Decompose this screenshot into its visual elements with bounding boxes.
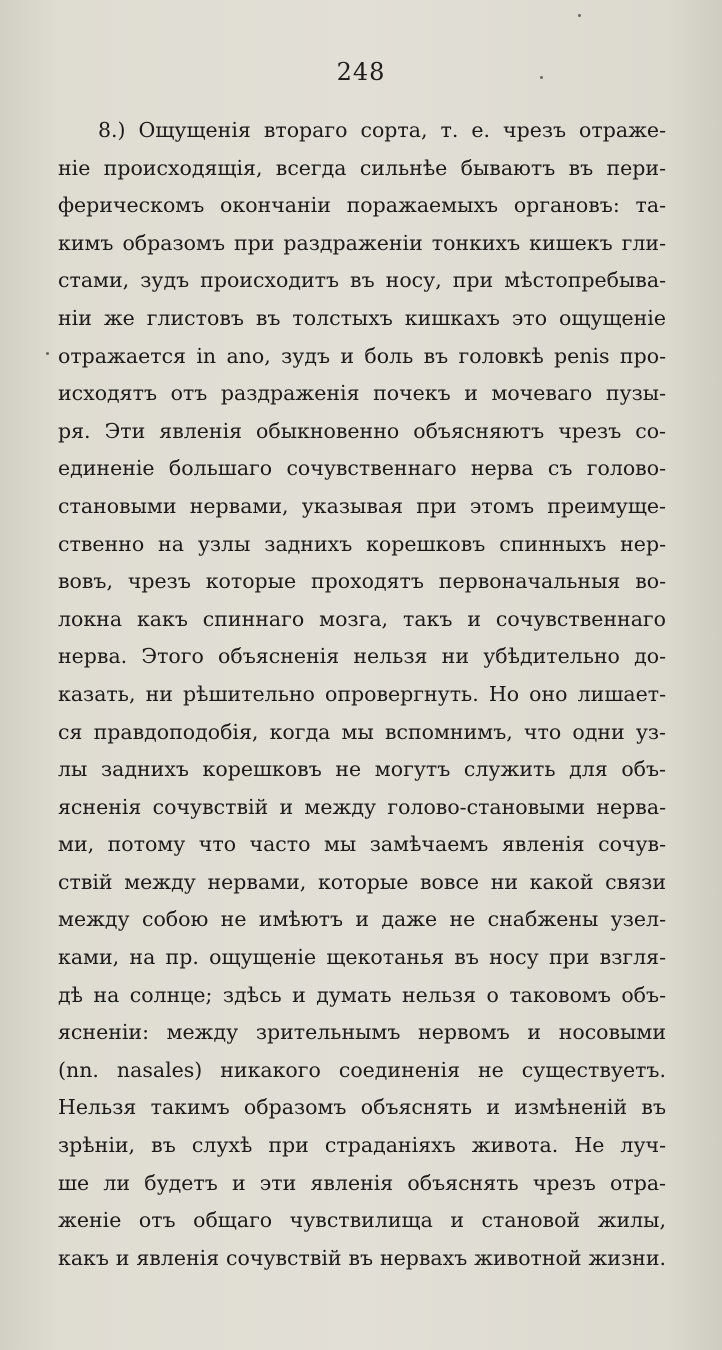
text-line: дѣ на солнце; здѣсь и думать нельзя о таковомъ объ- bbox=[58, 982, 666, 1007]
text-line: ми, потому что часто мы замѣчаемъ явленія сочув- bbox=[58, 832, 666, 857]
text-line: исходятъ отъ раздраженія почекъ и мочеваго пузы- bbox=[58, 381, 666, 406]
paper-speck bbox=[578, 14, 581, 17]
paper-speck bbox=[46, 352, 49, 355]
text-line: между собою не имѣютъ и даже не снабжены узел- bbox=[58, 907, 666, 932]
text-line: Нельзя такимъ образомъ объяснять и измѣненій въ bbox=[58, 1095, 666, 1120]
text-line: ся правдоподобія, когда мы вспомнимъ, что одни уз- bbox=[58, 719, 666, 744]
text-line: ше ли будетъ и эти явленія объяснять чрезъ отра- bbox=[58, 1170, 666, 1195]
text-line: стами, зудъ происходитъ въ носу, при мѣстопребыва- bbox=[58, 268, 666, 293]
page-number: 248 bbox=[336, 58, 386, 86]
text-line: нерва. Этого объясненія нельзя ни убѣдительно до- bbox=[58, 644, 666, 669]
text-line: лы заднихъ корешковъ не могутъ служить для объ- bbox=[58, 757, 666, 782]
text-line: казать, ни рѣшительно опровергнуть. Но оно лишает- bbox=[58, 681, 666, 706]
text-line: ственно на узлы заднихъ корешковъ спинныхъ нер- bbox=[58, 531, 666, 556]
body-text bbox=[58, 112, 666, 1277]
text-line: женіе отъ общаго чувствилища и становой жилы, bbox=[58, 1208, 666, 1233]
text-line: зрѣніи, въ слухѣ при страданіяхъ живота. Не луч- bbox=[58, 1133, 666, 1158]
text-line: отражается in ano, зудъ и боль въ головкѣ penis про- bbox=[58, 343, 666, 368]
text-line: какъ и явленія сочувствій въ нервахъ животной жизни. bbox=[58, 1245, 666, 1270]
text-line: единеніе большаго сочувственнаго нерва съ голово- bbox=[58, 456, 666, 481]
text-line: вовъ, чрезъ которые проходятъ первоначальныя во- bbox=[58, 569, 666, 594]
text-line: ферическомъ окончаніи поражаемыхъ органовъ: та- bbox=[58, 193, 666, 218]
text-line: ясненія сочувствій и между голово-становыми нерва- bbox=[58, 794, 666, 819]
text-line: (nn. nasales) никакого соединенія не существуетъ. bbox=[58, 1057, 666, 1082]
text-line: локна какъ спиннаго мозга, такъ и сочувственнаго bbox=[58, 606, 666, 631]
text-line: ніе происходящія, всегда сильнѣе бываютъ въ пери- bbox=[58, 155, 666, 180]
text-line: ками, на пр. ощущеніе щекотанья въ носу при взгля- bbox=[58, 945, 666, 970]
text-line: кимъ образомъ при раздраженіи тонкихъ кишекъ гли- bbox=[58, 230, 666, 255]
paper-speck bbox=[540, 76, 543, 79]
text-line: ря. Эти явленія обыкновенно объясняютъ чрезъ со- bbox=[58, 418, 666, 443]
text-line: ясненіи: между зрительнымъ нервомъ и носовыми bbox=[58, 1020, 666, 1045]
text-line: ніи же глистовъ въ толстыхъ кишкахъ это ощущеніе bbox=[58, 305, 666, 330]
text-line: становыми нервами, указывая при этомъ преимуще- bbox=[58, 493, 666, 518]
text-line: ствій между нервами, которые вовсе ни какой связи bbox=[58, 869, 666, 894]
text-line: 8.) Ощущенія втораго сорта, т. е. чрезъ отраже- bbox=[98, 118, 666, 142]
